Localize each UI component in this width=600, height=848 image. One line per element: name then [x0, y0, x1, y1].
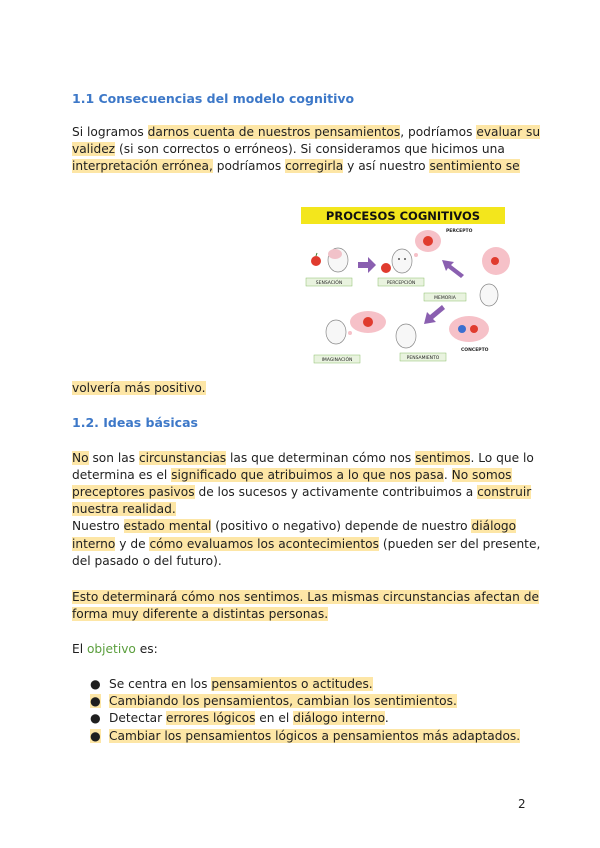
list-item-text — [109, 711, 389, 725]
page-number: 2 — [518, 797, 526, 811]
paragraph-line — [72, 536, 540, 553]
paragraph-line — [72, 124, 540, 141]
highlight: sentimos — [415, 451, 471, 465]
paragraph-line — [72, 553, 222, 570]
highlight: evaluar su — [476, 125, 541, 139]
head-perception-icon — [392, 249, 412, 273]
bullet-icon: ● — [90, 694, 101, 708]
diagram-title: PROCESOS COGNITIVOS — [325, 209, 481, 223]
label-memoria: MEMORIA — [434, 296, 456, 301]
text: de los sucesos y activamente contribuimos a — [194, 485, 478, 499]
text: (pueden ser del presente, — [378, 537, 541, 551]
text: del pasado o del futuro). — [72, 554, 222, 568]
highlight: preceptores pasivos — [72, 485, 195, 499]
text: Detectar — [109, 711, 166, 725]
highlight: interno — [72, 537, 116, 551]
text: Si logramos — [72, 125, 148, 139]
highlight: darnos cuenta de nuestros pensamientos — [147, 125, 401, 139]
text: determina es el — [72, 468, 172, 482]
paragraph-line — [72, 141, 505, 158]
text: . — [443, 468, 452, 482]
paragraph-line — [72, 589, 539, 606]
highlight: construir — [477, 485, 532, 499]
paragraph-line — [72, 484, 531, 501]
paragraph-line — [72, 606, 328, 623]
highlight: corregirla — [285, 159, 344, 173]
section-heading-1-2: 1.2. Ideas básicas — [72, 415, 198, 430]
paragraph-line — [72, 158, 520, 175]
highlight: significado que atribuimos a lo que nos pasa — [171, 468, 444, 482]
bullet-icon: ● — [90, 677, 101, 691]
highlight: diálogo — [471, 519, 517, 533]
highlight: estado mental — [123, 519, 212, 533]
text: . — [384, 711, 389, 725]
highlight: diálogo interno — [293, 711, 385, 725]
highlight: volvería más positivo. — [72, 381, 206, 395]
highlight: No somos — [451, 468, 512, 482]
objective-word: objetivo — [86, 642, 136, 656]
text: (positivo o negativo) depende de nuestro — [211, 519, 472, 533]
text: las que determinan cómo nos — [226, 451, 416, 465]
paragraph-line — [72, 518, 516, 535]
text: Nuestro — [72, 519, 124, 533]
label-concepto: CONCEPTO — [461, 348, 489, 353]
label-sensacion: SENSACIÓN — [315, 281, 343, 286]
cognitive-processes-diagram — [296, 205, 518, 365]
label-percepcion: PERCEPCIÓN — [386, 281, 416, 286]
thought-cloud-icon — [449, 316, 489, 342]
text: en el — [255, 711, 294, 725]
highlight: cómo evaluamos los acontecimientos — [149, 537, 379, 551]
bullet-icon: ● — [90, 729, 101, 743]
head-imagination-icon — [326, 320, 346, 344]
text: y de — [115, 537, 150, 551]
highlight: errores lógicos — [166, 711, 256, 725]
paragraph-line — [72, 467, 512, 484]
text: Se centra en los — [109, 677, 212, 691]
highlight: Esto determinará cómo nos sentimos. Las mismas circunstancias afectan de — [72, 590, 539, 604]
highlight: interpretación errónea, — [72, 159, 213, 173]
label-pensamiento: PENSAMIENTO — [406, 356, 440, 361]
highlight: circunstancias — [138, 451, 227, 465]
head-sensation-icon — [328, 248, 348, 272]
text: es: — [135, 642, 158, 656]
highlight: No — [72, 451, 89, 465]
highlight: nuestra realidad. — [72, 502, 176, 516]
text: . Lo que lo — [470, 451, 534, 465]
highlight: validez — [72, 142, 116, 156]
paragraph-line — [72, 501, 176, 518]
paragraph-line — [72, 450, 534, 467]
highlight: forma muy diferente a distintas personas. — [72, 607, 329, 621]
text: y así nuestro — [343, 159, 430, 173]
label-percepto: PERCEPTO — [446, 229, 473, 234]
text: podríamos — [212, 159, 286, 173]
list-item-text: Cambiando los pensamientos, cambian los sentimientos. — [109, 694, 457, 708]
head-thought-icon — [396, 324, 416, 348]
head-concept-icon — [480, 284, 498, 306]
label-imaginacion: IMAGINACIÓN — [321, 358, 353, 363]
text: son las — [88, 451, 139, 465]
bullet-icon: ● — [90, 711, 101, 725]
text: , podríamos — [400, 125, 477, 139]
highlight: sentimiento se — [429, 159, 520, 173]
apple-icon — [381, 263, 391, 273]
paragraph-line — [72, 641, 158, 658]
list-item-text — [109, 677, 373, 691]
section-heading-1-1: 1.1 Consecuencias del modelo cognitivo — [72, 91, 355, 106]
text: (si son correctos o erróneos). Si consideramos que hicimos una — [115, 142, 505, 156]
highlight: pensamientos o actitudes. — [211, 677, 373, 691]
paragraph-line — [72, 380, 206, 397]
text: El — [72, 642, 87, 656]
list-item-text: Cambiar los pensamientos lógicos a pensamientos más adaptados. — [109, 729, 521, 743]
thought-cloud-icon — [482, 247, 510, 275]
